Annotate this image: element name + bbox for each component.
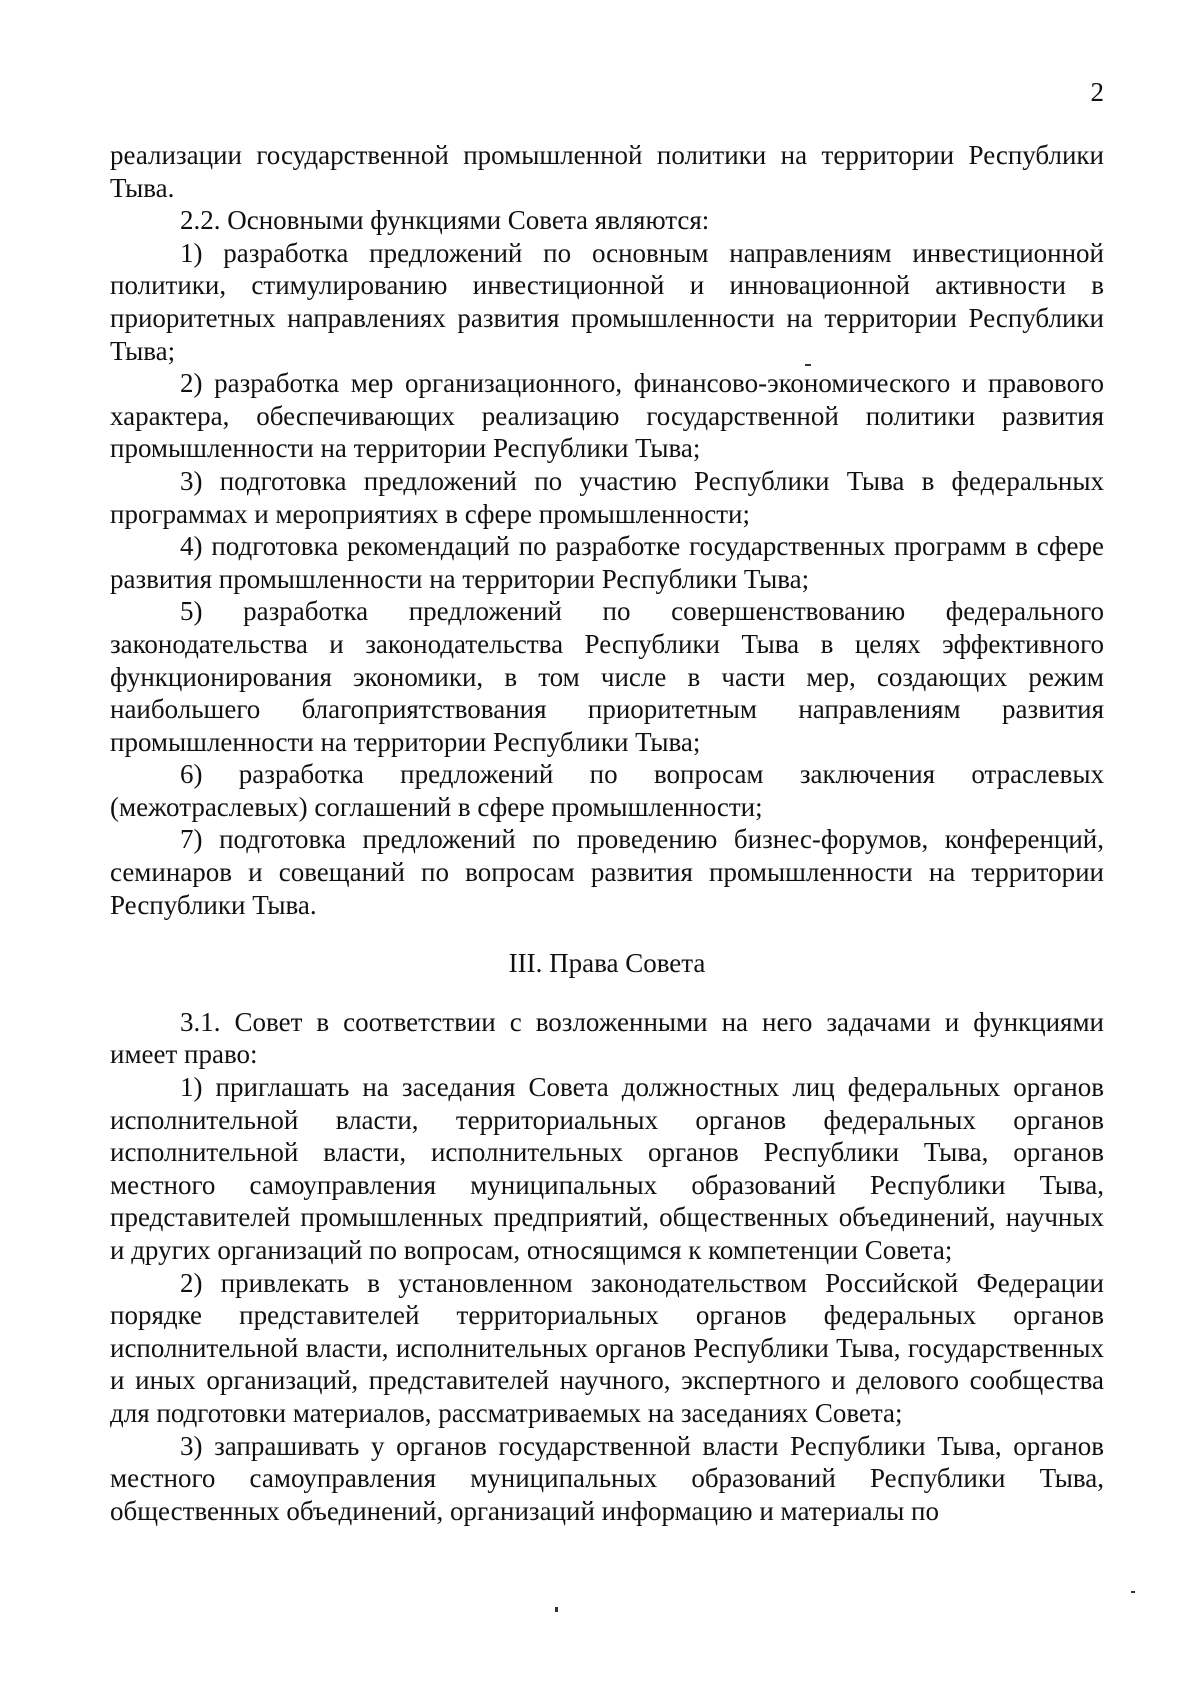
paragraph: 2) привлекать в установленном законодательством Российской Федерации порядке представителей территориальных органов федеральных органов исполнительной власти, исполнительных органов Республики Тыва, государственных и иных организаций, представителей научного, экспертного и делового сообщества для подготовки материалов, рассматриваемых на заседаниях Совета; bbox=[110, 1267, 1104, 1428]
paragraph: 3) подготовка предложений по участию Республики Тыва в федеральных программах и мероприятиях в сфере промышленности; bbox=[110, 465, 1104, 529]
paragraph: 5) разработка предложений по совершенствованию федерального законодательства и законодательства Республики Тыва в целях эффективного функционирования экономики, в том числе в части мер, создающих режим наибольшего благоприятствования приоритетным направлениям развития промышленности на территории Республики Тыва; bbox=[110, 596, 1104, 757]
paragraph: 7) подготовка предложений по проведению бизнес-форумов, конференций, семинаров и совещаний по вопросам развития промышленности на территории Республики Тыва. bbox=[110, 824, 1104, 920]
paragraph: 4) подготовка рекомендаций по разработке государственных программ в сфере развития промышленности на территории Республики Тыва; bbox=[110, 531, 1104, 594]
document-body bbox=[110, 139, 1104, 1527]
scan-speck bbox=[805, 364, 811, 366]
paragraph: 6) разработка предложений по вопросам заключения отраслевых (межотраслевых) соглашений в сфере промышленности; bbox=[110, 759, 1104, 822]
paragraph: 1) разработка предложений по основным направлениям инвестиционной политики, стимулированию инвестиционной и инновационной активности в приоритетных направлениях развития промышленности на территории Республики Тыва; bbox=[110, 237, 1104, 366]
scan-speck bbox=[1131, 1591, 1135, 1593]
paragraph: 3.1. Совет в соответствии с возложенными на него задачами и функциями имеет право: bbox=[110, 1006, 1104, 1070]
section-heading: III. Права Совета bbox=[508, 948, 706, 979]
page-number: 2 bbox=[1090, 77, 1104, 107]
paragraph: 2.2. Основными функциями Совета являются: bbox=[180, 205, 710, 236]
paragraph: реализации государственной промышленной политики на территории Республики Тыва. bbox=[110, 140, 1104, 203]
paragraph: 3) запрашивать у органов государственной власти Республики Тыва, органов местного самоуправления муниципальных образований Республики Тыва, общественных объединений, организаций информацию и материалы по bbox=[110, 1430, 1104, 1526]
scan-speck bbox=[555, 1607, 558, 1612]
paragraph: 1) приглашать на заседания Совета должностных лиц федеральных органов исполнительной власти, территориальных органов федеральных органов исполнительной власти, исполнительных органов Республики Тыва, органов местного самоуправления муниципальных образований Республики Тыва, представителей промышленных предприятий, общественных объединений, научных и других организаций по вопросам, относящимся к компетенции Совета; bbox=[110, 1072, 1104, 1265]
paragraph: 2) разработка мер организационного, финансово-экономического и правового характера, обеспечивающих реализацию государственной политики развития промышленности на территории Республики Тыва; bbox=[110, 368, 1104, 464]
